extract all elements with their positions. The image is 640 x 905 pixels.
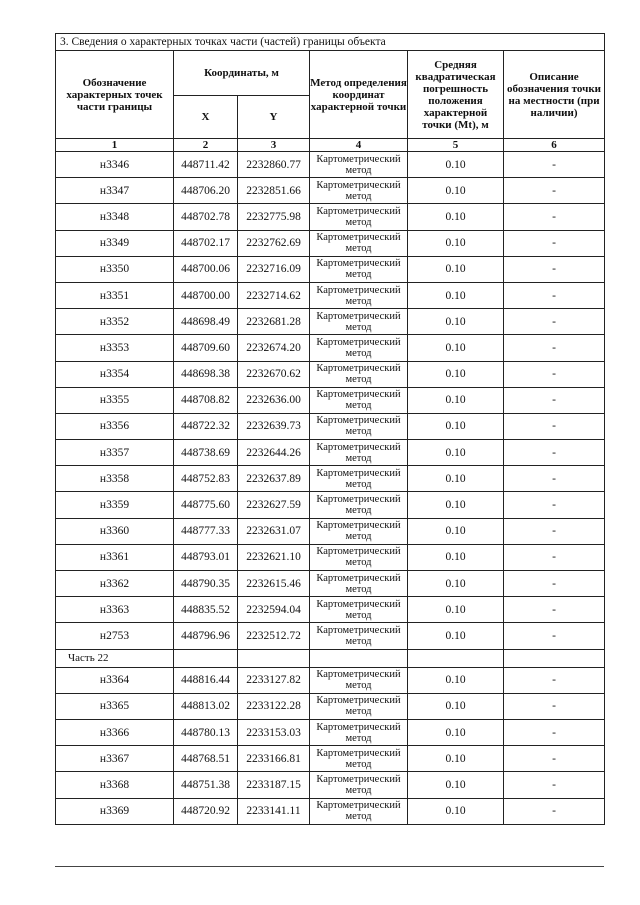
header-error: Средняя квадратическая погрешность положения характерной точки (Mt), м bbox=[408, 51, 504, 139]
coord-x: 448777.33 bbox=[174, 518, 238, 544]
coord-x: 448709.60 bbox=[174, 335, 238, 361]
coord-x: 448708.82 bbox=[174, 387, 238, 413]
boundary-points-table bbox=[55, 33, 605, 825]
coord-x: 448813.02 bbox=[174, 693, 238, 719]
error-cell: 0.10 bbox=[408, 719, 504, 745]
method-cell: Картометрический метод bbox=[310, 204, 408, 230]
table-row bbox=[56, 693, 605, 719]
part-label: Часть 22 bbox=[56, 649, 174, 667]
point-name: н3349 bbox=[56, 230, 174, 256]
error-cell: 0.10 bbox=[408, 204, 504, 230]
point-name: н3356 bbox=[56, 413, 174, 439]
header-x: X bbox=[174, 96, 238, 139]
description-cell: - bbox=[504, 597, 605, 623]
method-cell: Картометрический метод bbox=[310, 719, 408, 745]
coord-y: 2232636.00 bbox=[238, 387, 310, 413]
description-cell: - bbox=[504, 746, 605, 772]
description-cell: - bbox=[504, 387, 605, 413]
point-name: н3366 bbox=[56, 719, 174, 745]
header-description: Описание обозначения точки на местности (при наличии) bbox=[504, 51, 605, 139]
description-cell: - bbox=[504, 798, 605, 824]
error-cell: 0.10 bbox=[408, 693, 504, 719]
method-cell: Картометрический метод bbox=[310, 361, 408, 387]
description-cell: - bbox=[504, 335, 605, 361]
coord-y: 2232627.59 bbox=[238, 492, 310, 518]
point-name: н3347 bbox=[56, 178, 174, 204]
point-name: н3350 bbox=[56, 256, 174, 282]
coord-x: 448751.38 bbox=[174, 772, 238, 798]
table-row bbox=[56, 746, 605, 772]
coord-y: 2232644.26 bbox=[238, 440, 310, 466]
column-number: 3 bbox=[238, 139, 310, 152]
coord-y: 2232674.20 bbox=[238, 335, 310, 361]
table-row bbox=[56, 361, 605, 387]
coord-y: 2232670.62 bbox=[238, 361, 310, 387]
coord-y: 2233122.28 bbox=[238, 693, 310, 719]
description-cell: - bbox=[504, 623, 605, 649]
coord-y: 2232637.89 bbox=[238, 466, 310, 492]
table-row bbox=[56, 282, 605, 308]
method-cell: Картометрический метод bbox=[310, 282, 408, 308]
column-number: 6 bbox=[504, 139, 605, 152]
description-cell: - bbox=[504, 719, 605, 745]
coord-y: 2232716.09 bbox=[238, 256, 310, 282]
column-number: 4 bbox=[310, 139, 408, 152]
error-cell: 0.10 bbox=[408, 335, 504, 361]
coord-x: 448720.92 bbox=[174, 798, 238, 824]
method-cell: Картометрический метод bbox=[310, 518, 408, 544]
error-cell: 0.10 bbox=[408, 466, 504, 492]
error-cell: 0.10 bbox=[408, 571, 504, 597]
method-cell: Картометрический метод bbox=[310, 746, 408, 772]
table-row bbox=[56, 204, 605, 230]
error-cell: 0.10 bbox=[408, 623, 504, 649]
description-cell: - bbox=[504, 544, 605, 570]
point-name: н3360 bbox=[56, 518, 174, 544]
error-cell: 0.10 bbox=[408, 413, 504, 439]
table-row bbox=[56, 544, 605, 570]
method-cell: Картометрический метод bbox=[310, 772, 408, 798]
table-row bbox=[56, 518, 605, 544]
coord-y: 2232681.28 bbox=[238, 309, 310, 335]
coord-x: 448780.13 bbox=[174, 719, 238, 745]
point-name: н3346 bbox=[56, 152, 174, 178]
description-cell: - bbox=[504, 230, 605, 256]
point-name: н3348 bbox=[56, 204, 174, 230]
method-cell: Картометрический метод bbox=[310, 413, 408, 439]
coord-x: 448790.35 bbox=[174, 571, 238, 597]
coord-y: 2232621.10 bbox=[238, 544, 310, 570]
section-title: 3. Сведения о характерных точках части (частей) границы объекта bbox=[56, 34, 605, 51]
description-cell: - bbox=[504, 440, 605, 466]
point-name: н3355 bbox=[56, 387, 174, 413]
coord-y: 2233153.03 bbox=[238, 719, 310, 745]
description-cell: - bbox=[504, 282, 605, 308]
point-name: н3367 bbox=[56, 746, 174, 772]
method-cell: Картометрический метод bbox=[310, 571, 408, 597]
description-cell: - bbox=[504, 256, 605, 282]
coord-x: 448700.06 bbox=[174, 256, 238, 282]
point-name: н3352 bbox=[56, 309, 174, 335]
part2-rows bbox=[56, 667, 605, 824]
empty-cell bbox=[310, 649, 408, 667]
point-name: н3359 bbox=[56, 492, 174, 518]
table-row bbox=[56, 772, 605, 798]
table-row bbox=[56, 571, 605, 597]
method-cell: Картометрический метод bbox=[310, 387, 408, 413]
method-cell: Картометрический метод bbox=[310, 623, 408, 649]
error-cell: 0.10 bbox=[408, 798, 504, 824]
method-cell: Картометрический метод bbox=[310, 256, 408, 282]
error-cell: 0.10 bbox=[408, 282, 504, 308]
coord-x: 448796.96 bbox=[174, 623, 238, 649]
point-name: н3369 bbox=[56, 798, 174, 824]
column-number: 2 bbox=[174, 139, 238, 152]
error-cell: 0.10 bbox=[408, 361, 504, 387]
description-cell: - bbox=[504, 571, 605, 597]
coord-y: 2232512.72 bbox=[238, 623, 310, 649]
description-cell: - bbox=[504, 361, 605, 387]
error-cell: 0.10 bbox=[408, 256, 504, 282]
description-cell: - bbox=[504, 204, 605, 230]
table-row bbox=[56, 798, 605, 824]
description-cell: - bbox=[504, 309, 605, 335]
table-row bbox=[56, 597, 605, 623]
point-name: н3361 bbox=[56, 544, 174, 570]
header-y: Y bbox=[238, 96, 310, 139]
point-name: н2753 bbox=[56, 623, 174, 649]
coord-y: 2233166.81 bbox=[238, 746, 310, 772]
error-cell: 0.10 bbox=[408, 492, 504, 518]
error-cell: 0.10 bbox=[408, 597, 504, 623]
coord-x: 448700.00 bbox=[174, 282, 238, 308]
footer-rule bbox=[55, 866, 604, 867]
column-number: 5 bbox=[408, 139, 504, 152]
description-cell: - bbox=[504, 413, 605, 439]
coord-x: 448711.42 bbox=[174, 152, 238, 178]
method-cell: Картометрический метод bbox=[310, 466, 408, 492]
column-numbers-row bbox=[56, 139, 605, 152]
coord-x: 448752.83 bbox=[174, 466, 238, 492]
coord-y: 2232615.46 bbox=[238, 571, 310, 597]
method-cell: Картометрический метод bbox=[310, 178, 408, 204]
error-cell: 0.10 bbox=[408, 667, 504, 693]
point-name: н3353 bbox=[56, 335, 174, 361]
description-cell: - bbox=[504, 152, 605, 178]
table-row bbox=[56, 719, 605, 745]
error-cell: 0.10 bbox=[408, 178, 504, 204]
description-cell: - bbox=[504, 772, 605, 798]
empty-cell bbox=[174, 649, 238, 667]
method-cell: Картометрический метод bbox=[310, 544, 408, 570]
method-cell: Картометрический метод bbox=[310, 440, 408, 466]
coord-x: 448702.17 bbox=[174, 230, 238, 256]
method-cell: Картометрический метод bbox=[310, 230, 408, 256]
coord-y: 2232851.66 bbox=[238, 178, 310, 204]
coord-y: 2233127.82 bbox=[238, 667, 310, 693]
part1-rows bbox=[56, 152, 605, 650]
error-cell: 0.10 bbox=[408, 544, 504, 570]
description-cell: - bbox=[504, 518, 605, 544]
point-name: н3368 bbox=[56, 772, 174, 798]
coord-y: 2233141.11 bbox=[238, 798, 310, 824]
coord-y: 2232631.07 bbox=[238, 518, 310, 544]
coord-y: 2232860.77 bbox=[238, 152, 310, 178]
table-row bbox=[56, 387, 605, 413]
error-cell: 0.10 bbox=[408, 152, 504, 178]
table-row bbox=[56, 667, 605, 693]
description-cell: - bbox=[504, 667, 605, 693]
coord-x: 448835.52 bbox=[174, 597, 238, 623]
error-cell: 0.10 bbox=[408, 518, 504, 544]
table-row bbox=[56, 152, 605, 178]
coord-y: 2233187.15 bbox=[238, 772, 310, 798]
table-row bbox=[56, 492, 605, 518]
empty-cell bbox=[408, 649, 504, 667]
method-cell: Картометрический метод bbox=[310, 667, 408, 693]
column-number: 1 bbox=[56, 139, 174, 152]
coord-x: 448722.32 bbox=[174, 413, 238, 439]
point-name: н3354 bbox=[56, 361, 174, 387]
table-row bbox=[56, 466, 605, 492]
description-cell: - bbox=[504, 492, 605, 518]
coord-x: 448738.69 bbox=[174, 440, 238, 466]
header-coordinates: Координаты, м bbox=[174, 51, 310, 96]
header-designation: Обозначение характерных точек части границы bbox=[56, 51, 174, 139]
table-row bbox=[56, 335, 605, 361]
coord-x: 448702.78 bbox=[174, 204, 238, 230]
document-sheet bbox=[55, 33, 604, 825]
table-row bbox=[56, 440, 605, 466]
coord-y: 2232639.73 bbox=[238, 413, 310, 439]
empty-cell bbox=[238, 649, 310, 667]
point-name: н3362 bbox=[56, 571, 174, 597]
header-method: Метод определения координат характерной точки bbox=[310, 51, 408, 139]
method-cell: Картометрический метод bbox=[310, 492, 408, 518]
method-cell: Картометрический метод bbox=[310, 335, 408, 361]
table-row bbox=[56, 413, 605, 439]
coord-x: 448698.38 bbox=[174, 361, 238, 387]
method-cell: Картометрический метод bbox=[310, 597, 408, 623]
error-cell: 0.10 bbox=[408, 387, 504, 413]
method-cell: Картометрический метод bbox=[310, 693, 408, 719]
method-cell: Картометрический метод bbox=[310, 152, 408, 178]
point-name: н3365 bbox=[56, 693, 174, 719]
coord-y: 2232775.98 bbox=[238, 204, 310, 230]
error-cell: 0.10 bbox=[408, 772, 504, 798]
coord-x: 448775.60 bbox=[174, 492, 238, 518]
table-row bbox=[56, 178, 605, 204]
coord-x: 448793.01 bbox=[174, 544, 238, 570]
table-row bbox=[56, 256, 605, 282]
point-name: н3363 bbox=[56, 597, 174, 623]
coord-y: 2232594.04 bbox=[238, 597, 310, 623]
table-row bbox=[56, 309, 605, 335]
part-22-separator bbox=[56, 649, 605, 667]
coord-x: 448706.20 bbox=[174, 178, 238, 204]
coord-x: 448698.49 bbox=[174, 309, 238, 335]
point-name: н3358 bbox=[56, 466, 174, 492]
description-cell: - bbox=[504, 466, 605, 492]
error-cell: 0.10 bbox=[408, 440, 504, 466]
table-row bbox=[56, 230, 605, 256]
point-name: н3351 bbox=[56, 282, 174, 308]
error-cell: 0.10 bbox=[408, 746, 504, 772]
method-cell: Картометрический метод bbox=[310, 309, 408, 335]
description-cell: - bbox=[504, 178, 605, 204]
point-name: н3357 bbox=[56, 440, 174, 466]
coord-y: 2232762.69 bbox=[238, 230, 310, 256]
point-name: н3364 bbox=[56, 667, 174, 693]
empty-cell bbox=[504, 649, 605, 667]
method-cell: Картометрический метод bbox=[310, 798, 408, 824]
coord-x: 448816.44 bbox=[174, 667, 238, 693]
error-cell: 0.10 bbox=[408, 230, 504, 256]
table-row bbox=[56, 623, 605, 649]
coord-x: 448768.51 bbox=[174, 746, 238, 772]
coord-y: 2232714.62 bbox=[238, 282, 310, 308]
description-cell: - bbox=[504, 693, 605, 719]
error-cell: 0.10 bbox=[408, 309, 504, 335]
